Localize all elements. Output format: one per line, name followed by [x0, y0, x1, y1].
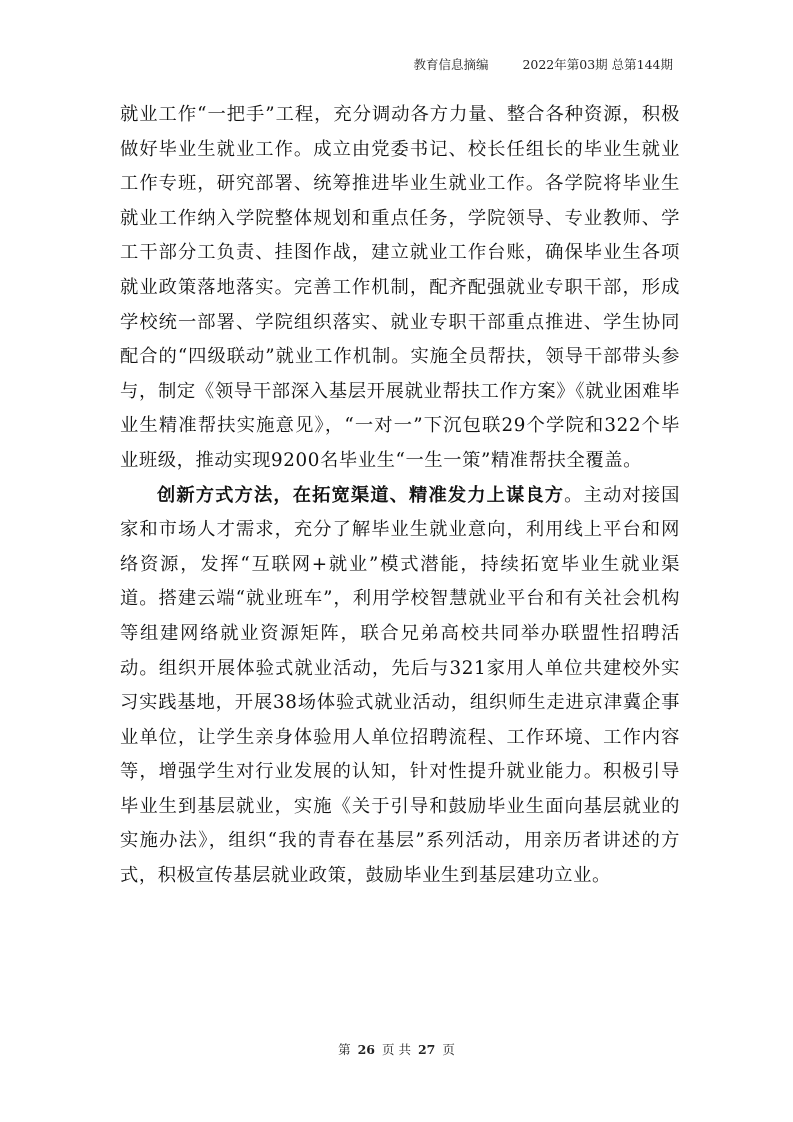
paragraph-2 — [120, 479, 680, 894]
page-footer — [0, 1040, 793, 1058]
total-page-count: 27 — [417, 1042, 436, 1057]
issue-number: 2022年第03期 总第144期 — [522, 57, 673, 72]
journal-title: 教育信息摘编 — [413, 57, 489, 72]
page-header — [413, 55, 673, 73]
paragraph-1: 就业工作“一把手”工程，充分调动各方力量、整合各种资源，积极做好毕业生就业工作。成立由党委书记、校长任组长的毕业生就业工作专班，研究部署、统筹推进毕业生就业工作。各学院将毕业生就业工作纳入学院整体规划和重点任务，学院领导、专业教师、学工干部分工负责、挂图作战，建立就业工作台账，确保毕业生各项就业政策落地落实。完善工作机制，配齐配强就业专职干部，形成学校统一部署、学院组织落实、就业专职干部重点推进、学生协同配合的“四级联动”就业工作机制。实施全员帮扶，领导干部带头参与，制定《领导干部深入基层开展就业帮扶工作方案》《就业困难毕业生精准帮扶实施意见》，“一对一”下沉包联29个学院和322个毕业班级，推动实现9200名毕业生“一生一策”精准帮扶全覆盖。 — [120, 104, 680, 471]
footer-middle: 页 共 — [382, 1042, 411, 1057]
footer-prefix: 第 — [338, 1042, 351, 1057]
footer-suffix: 页 — [442, 1042, 455, 1057]
current-page-number: 26 — [357, 1042, 376, 1057]
article-body — [120, 98, 680, 894]
paragraph-2-lead: 创新方式方法，在拓宽渠道、精准发力上谋良方 — [157, 484, 565, 506]
paragraph-2-text: 。主动对接国家和市场人才需求，充分了解毕业生就业意向，利用线上平台和网络资源，发挥“互联网+就业”模式潜能，持续拓宽毕业生就业渠道。搭建云端“就业班车”，利用学校智慧就业平台和有关社会机构等组建网络就业资源矩阵，联合兄弟高校共同举办联盟性招聘活动。组织开展体验式就业活动，先后与321家用人单位共建校外实习实践基地，开展38场体验式就业活动，组织师生走进京津冀企事业单位，让学生亲身体验用人单位招聘流程、工作环境、工作内容等，增强学生对行业发展的认知，针对性提升就业能力。积极引导毕业生到基层就业，实施《关于引导和鼓励毕业生面向基层就业的实施办法》，组织“我的青春在基层”系列活动，用亲历者讲述的方式，积极宣传基层就业政策，鼓励毕业生到基层建功立业。 — [120, 484, 680, 887]
